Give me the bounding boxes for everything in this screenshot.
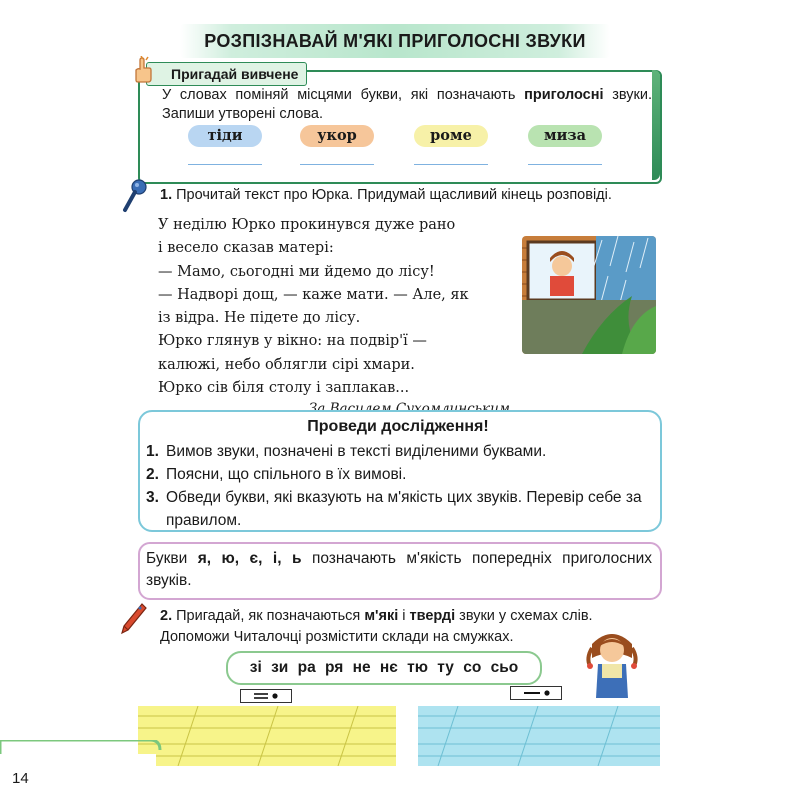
yellow-writing-strip[interactable] <box>138 706 396 766</box>
story-line: і весело сказав матері: <box>158 240 334 257</box>
story-line: — Надворі дощ, — каже мати. — Але, як <box>158 286 469 303</box>
research-item: 3. Обведи букви, які вказують на м'якість цих звуків. Перевір себе за правилом. <box>146 489 642 529</box>
boy-at-window-illustration <box>522 236 656 354</box>
story-text <box>158 214 510 419</box>
word-card: укор <box>300 125 374 147</box>
answer-line[interactable] <box>188 164 262 165</box>
remember-instruction: У словах поміняй місцями букви, які позначають приголосні звуки. Запиши утворені слова. <box>162 87 652 122</box>
research-title: Проведи дослідження! <box>307 418 489 435</box>
answer-line[interactable] <box>300 164 374 165</box>
research-list <box>146 440 651 532</box>
research-item: 2. Поясни, що спільного в їх вимові. <box>146 466 407 483</box>
story-line: — Мамо, сьогодні ми йдемо до лісу! <box>158 263 435 280</box>
pen-icon <box>118 600 148 636</box>
answer-line[interactable] <box>414 164 488 165</box>
word-card: роме <box>414 125 488 147</box>
syllables-strip: зі зи ра ря не нє тю ту со сьо <box>226 651 542 685</box>
blue-writing-strip[interactable] <box>418 706 660 766</box>
girl-chitalochka-illustration <box>582 628 642 698</box>
pointing-hand-icon <box>130 56 158 84</box>
story-line: Юрко глянув у вікно: на подвір'ї — <box>158 333 427 350</box>
answer-line[interactable] <box>528 164 602 165</box>
task2-instruction: 2. Пригадай, як позначаються м'які і тверді звуки у схемах слів. Допоможи Читалочці розмістити склади на смужках. <box>160 608 593 645</box>
remember-box-accent <box>652 70 660 180</box>
page-title: РОЗПІЗНАВАЙ М'ЯКІ ПРИГОЛОСНІ ЗВУКИ <box>180 24 610 58</box>
story-line: Юрко сів біля столу і заплакав... <box>158 380 410 397</box>
task1-instruction: 1. Прочитай текст про Юрка. Придумай щасливий кінець розповіді. <box>160 187 612 203</box>
rule-text: Букви я, ю, є, і, ь позначають м'якість попередніх приголосних звуків. <box>146 550 653 589</box>
story-line: У неділю Юрко прокинувся дуже рано <box>158 217 456 233</box>
remember-tab: Пригадай вивчене <box>146 62 307 86</box>
story-line: калюжі, небо облягли сірі хмари. <box>158 356 415 373</box>
soft-sound-scheme <box>510 686 562 700</box>
word-card: тіди <box>188 125 262 147</box>
page-number: 14 <box>12 770 29 787</box>
microphone-icon <box>120 178 150 214</box>
research-item: 1. Вимов звуки, позначені в тексті виділеними буквами. <box>146 443 547 460</box>
story-line: із відра. Не підете до лісу. <box>158 310 361 327</box>
word-card: миза <box>528 125 602 147</box>
hard-sound-scheme <box>240 689 292 703</box>
